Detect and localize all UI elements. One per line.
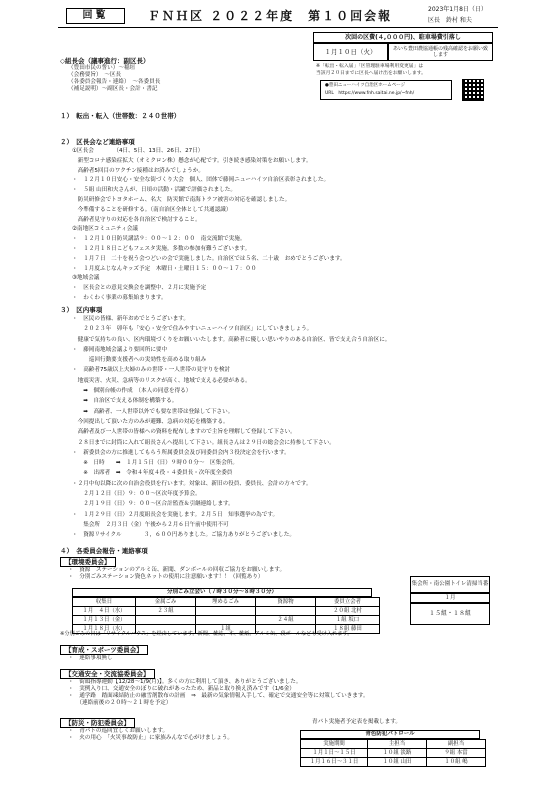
traffic-committee (60, 669, 369, 707)
table-header-cell: 主担当 (368, 740, 427, 749)
table-header-cell: 金属ごみ (136, 598, 196, 607)
env-title: 【環境委員会】 (60, 557, 116, 567)
s2list-item: ・ １月度ふじなんキッズ予定 木曜日・土曜日１５：００～１７：００ (72, 265, 257, 272)
s3list-item: 集会所 ２月３日（金）午後から２月６日午前中使用不可 (72, 521, 229, 528)
meeting-item: （各委員会報告・連絡） ～各委員長 (68, 79, 161, 86)
s3list-item: ➡ 個別台帳の作成 （本人の同意を得る） (72, 388, 192, 395)
chief-name: 区長 鈴村 和夫 (428, 17, 472, 24)
table-cell: １０組 嶋 (427, 758, 486, 767)
pickup-title: 分別ごみ立会い（７時３０分～８時３０分） (72, 588, 372, 597)
fee-date-cell: １月１０日（火） (313, 43, 388, 61)
kairan-label: 回覧 (66, 8, 125, 24)
table-cell: １月１６日～３１日 (301, 758, 368, 767)
env-item: ・ 資源 ステーションのアルミ缶、新聞、ダンボールの回収ご協力をお願いします。 (68, 567, 286, 574)
meeting-item: （豊田市民の誓い）～稲垣 (68, 65, 136, 72)
table-cell: ９組 本當 (427, 749, 486, 758)
toilet-title: 集会所・南公園トイレ清掃当番 (410, 576, 490, 593)
s3list-item: ２０２３年 卯年も「安心・安全で住みやすいニューハイツ自治区」にしていきましょう。 (72, 326, 313, 333)
s3list-item: 高齢者及び一人世帯の皆様への資料を配布しますので主旨を理解して登録して下さい。 (72, 429, 296, 436)
s3list-item: 今回提出して頂いた方のみが避難、急病の対応を構築する。 (72, 418, 229, 425)
section-1-title: １） 転出・転入（世帯数：２４０世帯） (60, 112, 181, 120)
s3list-item: ➡ 高齢者、一人世帯以外でも要な世帯は登録して下さい。 (72, 408, 234, 415)
s3list-item: ・ 藤岡南地域会議より要回所に要中 (72, 346, 168, 353)
table-header-cell: 収集日 (73, 598, 136, 607)
table-row (73, 616, 380, 625)
env-note: ※分別ごみの日は「リサイクルハウス」を経由しています。新聞、雑誌、本、雑紙、アルミ缶、段ボールなども受け入れます。 (60, 631, 353, 637)
traffic-item: ・ 通学路 踏面凍結防止の融雪剤散布の計画 ⇒ 最新の気象情報入手して、確定で交通安全等に対策していきます。 (68, 693, 369, 700)
table-header-cell: 埋めるごみ (196, 598, 256, 607)
s3list-item: ※ 日時 ➡ １月１５日（日）９時００分～ 区集会所。 (72, 460, 238, 467)
s2list-item: ③地域会議 (72, 275, 100, 282)
table-cell: １０組 淡路 (368, 749, 427, 758)
fee-notice: 次回の区費(４,０００円)、駐車場費引落し (313, 32, 493, 43)
traffic-item: ・ 街頭指導運動【12/28～1/9(月)】。多くの方に利用して頂き、ありがとうございました。 (68, 679, 302, 686)
s2list-item: ・ 区長会との意見交換会を調整中、２月に実施予定 (72, 285, 207, 292)
s2list-item: ①区長会 （4日、5日、13日、26日、27日） (72, 148, 204, 154)
move-footnote-2: 当該月２０日までに区長へ届け出をお願いします。 (316, 71, 426, 76)
table-cell (196, 616, 256, 625)
table-cell: ２４組 (256, 616, 316, 625)
table-cell: １月１８日（水） (73, 625, 136, 634)
patrol-note: 青パト実施者予定表を掲載します。 (312, 719, 401, 725)
move-footnote-1: ※「転出・転入届」「区管理駐車場利用変更届」は (316, 64, 424, 69)
s3list-item: ２月１２日（日）９：００～区次年度予算会。 (72, 491, 201, 498)
table-cell (136, 616, 196, 625)
header-rule (58, 27, 498, 28)
table-cell: １月１日～１５日 (301, 749, 368, 758)
table-cell: １０組 山田 (368, 758, 427, 767)
homepage-box (320, 80, 452, 100)
section-3-list (72, 316, 390, 543)
table-row (73, 607, 380, 616)
table-header-cell: 資源物 (256, 598, 316, 607)
patrol-table (300, 739, 486, 767)
s3list-item: 巡回行動要支援者への実効性を高める取り組み (72, 357, 207, 364)
table-cell: １月１３日（金） (73, 616, 136, 625)
s3list-item: ２８日までに封筒に入れて組長さんへ提出して下さい。組長さんは２９日の総会会に持参して下さい。 (72, 439, 335, 446)
s3list-item: ➡ 自治区で支える体制を構築する。 (72, 398, 178, 405)
qr-code-icon (462, 79, 484, 101)
traffic-item: （連絡前後の２０時～２１時を予定） (68, 700, 172, 707)
meeting-item: （補足説明）～副区長・会計・書記 (68, 86, 158, 93)
toilet-month: １月 (410, 593, 490, 603)
table-cell: １組 (196, 625, 256, 634)
s3list-item: ・ 資源リサイクル ３，６００円ありました。ご協力ありがとうございました。 (72, 532, 295, 539)
s3list-item: ２月１９日（日）９：００～区合計監査＆引継連絡します。 (72, 501, 234, 508)
table-cell: １組 坂口 (316, 616, 380, 625)
traffic-item: ・ 実例入り口、交通安全のぼりに破れがあったため、新品と取り換え済みです（1/6金） (68, 686, 295, 693)
bank-check-note: あいち豊田農協通帳の残高確認をお願い致します (388, 43, 493, 61)
s2list-item: 高齢者見守りの対応を各自治区で検討すること。 (72, 216, 201, 223)
s2list-item: ・ ５組 山田和夫さんが、日頃の活動・活躍で評価されました。 (72, 187, 236, 194)
s2list-item: ・ １２月１８日こどもフェスタ実施。多数の参加有難うございます。 (72, 245, 251, 252)
pickup-table (72, 597, 380, 634)
s2list-item: ・ わくわく事業の募集始まります。 (72, 294, 167, 301)
table-cell (256, 607, 316, 616)
s2list-item: ・ １２月１０日安心・安全な街づくり大会 個人、団体で藤岡ニューハイツ自治区表彰されました。 (72, 177, 330, 184)
section-2-title: ２） 区長会など連絡事項 (60, 138, 135, 146)
table-row (301, 749, 486, 758)
table-header-row (301, 740, 486, 749)
s3list-item: ・ 高齢者75歳以上夫婦のみの世帯・一人世帯の見守りを検討 (72, 367, 231, 374)
table-header-cell: 実施期間 (301, 740, 368, 749)
s3list-item: ・ 区民の皆様、新年おめでとうございます。 (72, 316, 190, 322)
edu-committee (60, 645, 148, 662)
table-header-cell: 委員立会者 (316, 598, 380, 607)
table-row (301, 758, 486, 767)
table-header-row (73, 598, 380, 607)
page-title: ＦＮＨ区 ２０２２年度 第１０回会報 (148, 9, 393, 23)
s2list-item: 防災研修会でトヨタホーム、名大 防災館で南海トラフ被害の対応を確認しました。 (72, 196, 291, 203)
env-item: ・ 分別ごみステーション資色ネットの使用に注意願います！！（回覧あり） (68, 574, 264, 581)
s2list-item: 新型コロナ感染症拡大（オミクロン株）懸念が心配です。引き続き感染対策をお願いします。 (72, 157, 312, 164)
section-2-list (72, 148, 346, 305)
meeting-section (60, 57, 160, 93)
homepage-title: ●豊田ニューハイツ自治区ホームページ (325, 83, 406, 88)
edu-title: 【育成・スポーツ委員会】 (60, 645, 148, 655)
table-cell: １月 ４日（水） (73, 607, 136, 616)
table-cell: ２０組 北村 (316, 607, 380, 616)
meeting-title: ◇組長会（議事進行：副区長） (60, 57, 150, 65)
table-cell: １８組 藤田 (316, 625, 380, 634)
s3list-item: ※ 出席者 ➡ 令和４年度４役・４委員長・次年度全委員 (72, 470, 233, 477)
homepage-url[interactable]: URL https://www.fnh.saitai.ne.jp/~fnh/ (325, 90, 415, 96)
s2list-item: ②南地区コミュニティ会議 (72, 226, 138, 233)
section-3-title: ３） 区内事項 (60, 306, 103, 314)
s3list-item: 地震災害、火災、急病等のリスクが高く、地域で支える必要がある。 (72, 377, 251, 384)
s3list-item: ・ 新委員会の方に推進してもらう所属委員会及び同委員会内３役決定会を行います。 (72, 449, 290, 456)
traffic-title: 【交通安全・交流協委員会】 (60, 669, 155, 679)
s2list-item: 高齢者5回目のワクチン接種はお済みでしょうか。 (72, 167, 204, 174)
patrol-title: 青色防犯パトロール (300, 730, 480, 739)
s3list-item: ・２月中旬以降に次の自治会役員を行います。対象は、新旧の役員、委員長、会計の方々です。 (72, 480, 312, 487)
env-committee (60, 557, 285, 581)
s3list-item: ・ １月２９日（日）２月度組長会を実施します。２月５日 知事選挙の為です。 (72, 511, 279, 518)
table-header-cell: 副担当 (427, 740, 486, 749)
s3list-item: 健康で気持ちの良い、区内環境づくりをお願いいたします。高齢者に優しい思いやりのある自治区、皆で支え合う自治区に。 (72, 336, 391, 343)
table-cell (196, 607, 256, 616)
crime-item: ・ 火の用心 「火災事故防止」に家族みんなで心がけましょう。 (68, 735, 234, 742)
section-4-title: ４） 各委員会報告・連絡事項 (60, 547, 148, 555)
edu-item: ・ 連絡事項無し (68, 655, 113, 662)
issue-date: 2023年1月8日（日） (428, 6, 487, 13)
toilet-groups: １５組・１８組 (410, 603, 490, 625)
crime-item: ・ 青パトの巡回宜しくお願いします。 (68, 728, 169, 735)
table-cell: ２３組 (136, 607, 196, 616)
crime-committee (60, 718, 233, 742)
s2list-item: ・ １２月１０日防災講話９：００～１２：００ 南交流館で実施。 (72, 236, 246, 243)
crime-title: 【防災・防犯委員会】 (60, 718, 135, 728)
s2list-item: ・ １月７日 二十を祝う会つどいの会で実施しました。自治区では５名、二十歳 おめでとうございます。 (72, 255, 346, 262)
s2list-item: 今準備することを研修する。（南自治区全体として共通認識） (72, 206, 232, 213)
meeting-item: （会務要旨） ～区長 (68, 72, 122, 79)
